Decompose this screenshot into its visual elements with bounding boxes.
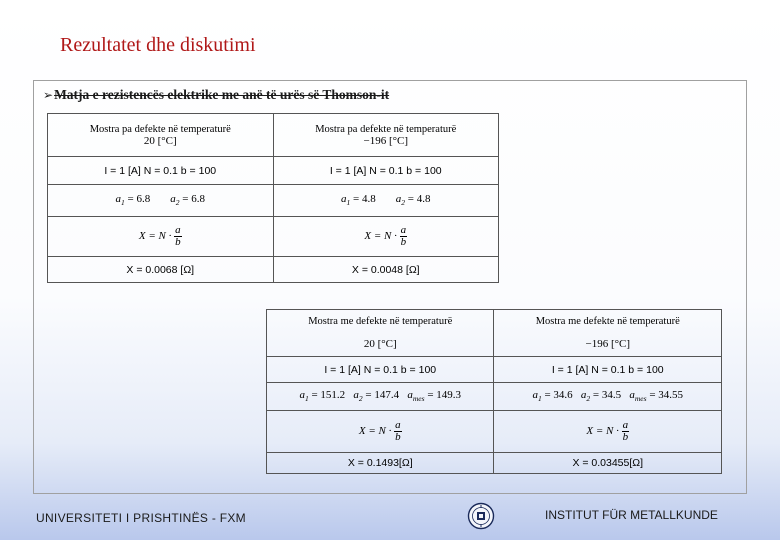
table-row <box>48 257 499 283</box>
fraction: $\frac{a}{b}$ <box>400 224 407 248</box>
section-heading-text: Matja e rezistencës elektrike me anë të urës së Thomson-it <box>54 87 390 102</box>
table-row <box>48 157 499 185</box>
temperature-text: −196 [°C] <box>585 338 630 350</box>
parameters-cell: I = 1 [A] N = 0.1 b = 100 <box>267 357 494 383</box>
fraction: $\frac{a}{b}$ <box>622 419 629 443</box>
parameters-cell: I = 1 [A] N = 0.1 b = 100 <box>494 357 722 383</box>
table-row <box>48 114 499 157</box>
formula-cell: X = N · $\frac{a}{b}$ <box>273 217 499 257</box>
university-seal-icon <box>467 502 495 530</box>
a2-value: 34.5 <box>601 389 622 402</box>
a1-value: 6.8 <box>136 193 151 206</box>
formula-cell: X = N · $\frac{a}{b}$ <box>48 217 274 257</box>
a-values-cell: $a_1 = 34.6$ $a_2 = 34.5$ $a_{mes} = 34.55$ <box>494 383 722 411</box>
a-values-cell: $a_1 = 4.8$ $a_2 = 4.8$ <box>273 185 499 217</box>
section-heading <box>43 87 389 103</box>
temperature-text: 20 [°C] <box>363 338 397 350</box>
table-with-defects <box>266 309 722 474</box>
ames-value: 149.3 <box>436 389 462 402</box>
institute-footer: INSTITUT FÜR METALLKUNDE <box>545 508 718 522</box>
university-footer: UNIVERSITETI I PRISHTINËS - FXM <box>36 511 246 525</box>
table-cell <box>494 310 722 357</box>
table-row <box>267 453 722 474</box>
caption-text: Mostra me defekte në temperaturë <box>535 316 680 327</box>
table-without-defects <box>47 113 499 283</box>
result-cell: X = 0.03455[Ω] <box>494 453 722 474</box>
result-cell: X = 0.0048 [Ω] <box>273 257 499 283</box>
parameters-cell: I = 1 [A] N = 0.1 b = 100 <box>273 157 499 185</box>
a1-value: 4.8 <box>362 193 376 206</box>
table-row <box>267 357 722 383</box>
ames-value: 34.55 <box>658 389 684 402</box>
a2-value: 6.8 <box>191 193 205 206</box>
fraction: $\frac{a}{b}$ <box>175 224 181 248</box>
caption-text: Mostra me defekte në temperaturë <box>308 316 453 327</box>
temperature-text: −196 [°C] <box>363 134 408 147</box>
table-cell <box>267 310 494 357</box>
table-row <box>267 383 722 411</box>
table-row <box>267 310 722 357</box>
formula-cell: X = N · $\frac{a}{b}$ <box>494 411 722 453</box>
table-row <box>48 185 499 217</box>
caption-text: Mostra pa defekte në temperaturë <box>315 123 457 135</box>
table-cell <box>48 114 274 157</box>
table-row <box>267 411 722 453</box>
table-cell <box>273 114 499 157</box>
table-row <box>48 217 499 257</box>
a1-value: 34.6 <box>553 389 573 402</box>
result-cell: X = 0.1493[Ω] <box>267 453 494 474</box>
arrow-bullet-icon: ➢ <box>43 88 54 102</box>
temperature-text: 20 [°C] <box>143 134 177 147</box>
fraction: $\frac{a}{b}$ <box>395 419 401 443</box>
a2-value: 147.4 <box>374 389 400 402</box>
result-cell: X = 0.0068 [Ω] <box>48 257 274 283</box>
slide-title: Rezultatet dhe diskutimi <box>60 34 256 56</box>
a-values-cell: $a_1 = 6.8$ $a_2 = 6.8$ <box>48 185 274 217</box>
a-values-cell: $a_1 = 151.2$ $a_2 = 147.4$ $a_{mes} = 149.3$ <box>267 383 494 411</box>
formula-cell: X = N · $\frac{a}{b}$ <box>267 411 494 453</box>
a1-value: 151.2 <box>320 389 346 402</box>
parameters-cell: I = 1 [A] N = 0.1 b = 100 <box>48 157 274 185</box>
a2-value: 4.8 <box>416 193 431 206</box>
caption-text: Mostra pa defekte në temperaturë <box>89 123 231 135</box>
